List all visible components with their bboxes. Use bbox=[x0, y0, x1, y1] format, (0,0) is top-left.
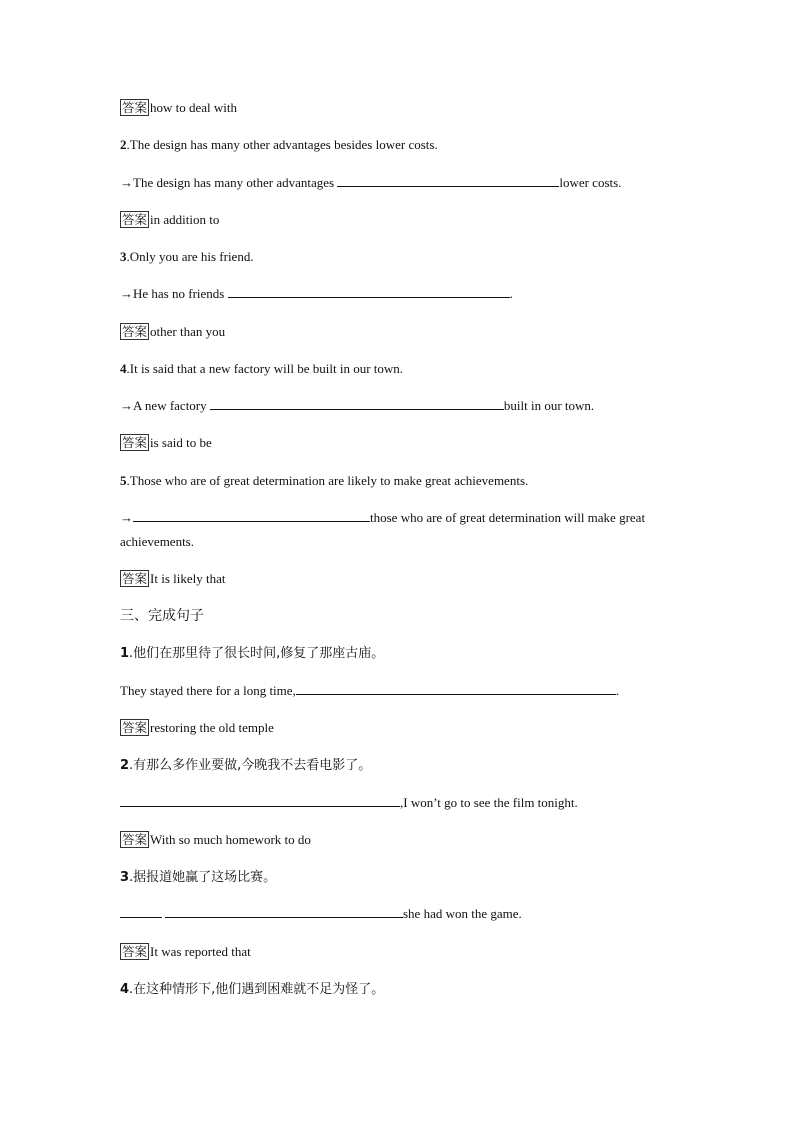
answer-blank[interactable] bbox=[120, 794, 400, 807]
answer-blank[interactable] bbox=[210, 397, 504, 410]
item-number: 2 bbox=[120, 758, 130, 773]
rewrite-before: →He has no friends bbox=[120, 286, 228, 301]
chinese-prompt bbox=[120, 869, 276, 887]
english-after: ,I won’t go to see the film tonight. bbox=[400, 795, 578, 810]
rewrite-line bbox=[120, 174, 621, 192]
rewrite-before: → bbox=[120, 510, 133, 525]
sentence-text: .Those who are of great determination are likely to make great achievements. bbox=[126, 473, 529, 488]
answer-line bbox=[120, 99, 237, 117]
answer-tag: 答案 bbox=[122, 571, 148, 586]
rewrite-after: built in our town. bbox=[503, 398, 595, 413]
answer-line bbox=[120, 434, 212, 452]
chinese-text: .有那么多作业要做,今晚我不去看电影了。 bbox=[129, 758, 372, 773]
rewrite-cont: achievements. bbox=[120, 534, 194, 549]
answer-blank[interactable] bbox=[337, 174, 559, 187]
answer-text: With so much homework to do bbox=[150, 832, 311, 847]
answer-text: It was reported that bbox=[150, 944, 251, 959]
answer-line bbox=[120, 943, 251, 961]
english-after: . bbox=[615, 683, 620, 698]
rewrite-line bbox=[120, 397, 594, 415]
rewrite-before: →The design has many other advantages bbox=[120, 175, 338, 190]
rewrite-after: . bbox=[509, 286, 513, 301]
answer-text: restoring the old temple bbox=[150, 720, 274, 735]
answer-line bbox=[120, 323, 225, 341]
answer-blank[interactable] bbox=[165, 905, 403, 918]
chinese-prompt bbox=[120, 757, 371, 775]
item-number: 4 bbox=[120, 361, 127, 376]
english-line bbox=[120, 682, 619, 700]
english-before: They stayed there for a long time, bbox=[120, 683, 296, 698]
answer-blank[interactable] bbox=[133, 509, 370, 522]
rewrite-before: →A new factory bbox=[120, 398, 210, 413]
answer-tag: 答案 bbox=[122, 832, 148, 847]
item-number: 1 bbox=[120, 646, 130, 661]
answer-blank[interactable] bbox=[228, 285, 510, 298]
answer-text: is said to be bbox=[150, 435, 212, 450]
answer-tag: 答案 bbox=[122, 944, 148, 959]
item-number: 3 bbox=[120, 870, 130, 885]
exercise-sentence bbox=[120, 136, 438, 154]
answer-tag: 答案 bbox=[122, 212, 148, 227]
exercise-sentence bbox=[120, 248, 254, 266]
answer-tag: 答案 bbox=[122, 324, 148, 339]
rewrite-continuation bbox=[120, 533, 194, 551]
answer-text: how to deal with bbox=[150, 100, 238, 115]
rewrite-line bbox=[120, 509, 645, 527]
sentence-text: .Only you are his friend. bbox=[126, 249, 254, 264]
english-after: she had won the game. bbox=[403, 906, 522, 921]
exercise-sentence bbox=[120, 360, 403, 378]
section-heading: 三、完成句子 bbox=[120, 608, 204, 624]
chinese-text: .据报道她赢了这场比赛。 bbox=[129, 870, 277, 885]
answer-text: in addition to bbox=[150, 212, 220, 227]
answer-tag: 答案 bbox=[122, 100, 148, 115]
sentence-text: .It is said that a new factory will be built in our town. bbox=[126, 361, 404, 376]
sentence-text: .The design has many other advantages besides lower costs. bbox=[126, 137, 438, 152]
english-line bbox=[120, 794, 578, 812]
chinese-prompt bbox=[120, 981, 384, 999]
answer-text: other than you bbox=[150, 324, 226, 339]
exercise-sentence bbox=[120, 472, 528, 490]
chinese-text: .在这种情形下,他们遇到困难就不足为怪了。 bbox=[129, 982, 385, 997]
answer-blank[interactable] bbox=[296, 682, 616, 695]
item-number: 4 bbox=[120, 982, 130, 997]
answer-line bbox=[120, 831, 311, 849]
rewrite-line bbox=[120, 285, 513, 303]
rewrite-after: lower costs. bbox=[559, 175, 622, 190]
rewrite-after: those who are of great determination will make great bbox=[370, 510, 646, 525]
chinese-prompt bbox=[120, 645, 384, 663]
answer-line bbox=[120, 719, 274, 737]
answer-tag: 答案 bbox=[122, 435, 148, 450]
answer-tag: 答案 bbox=[122, 720, 148, 735]
answer-line bbox=[120, 211, 219, 229]
answer-text: It is likely that bbox=[150, 571, 226, 586]
chinese-text: .他们在那里待了很长时间,修复了那座古庙。 bbox=[129, 646, 385, 661]
answer-blank[interactable] bbox=[120, 905, 162, 918]
item-number: 3 bbox=[120, 249, 127, 264]
item-number: 2 bbox=[120, 137, 127, 152]
english-line bbox=[120, 905, 522, 923]
answer-line bbox=[120, 570, 225, 588]
item-number: 5 bbox=[120, 473, 127, 488]
